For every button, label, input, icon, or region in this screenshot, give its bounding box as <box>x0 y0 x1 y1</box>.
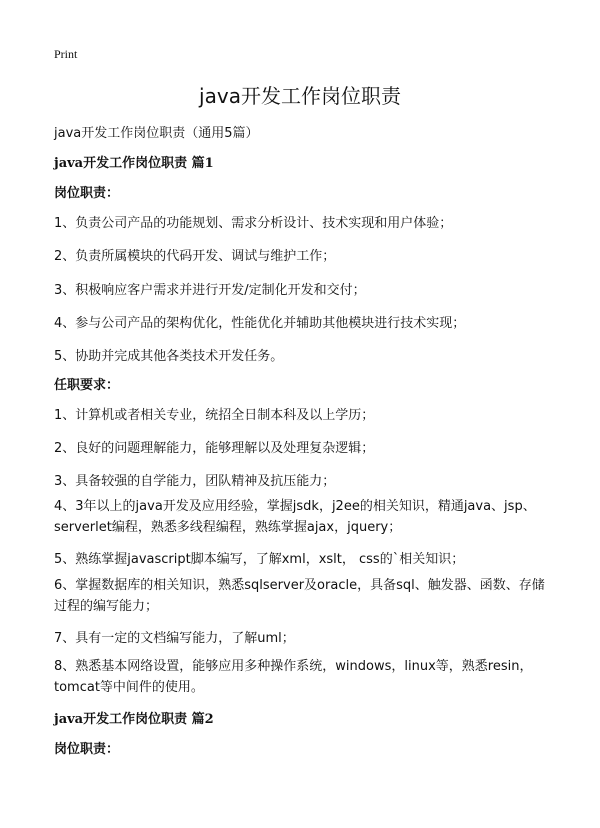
requirement-item: 6、掌握数据库的相关知识，熟悉sqlserver及oracle，具备sql、触发器、函数、存储过程的编写能力； <box>54 578 545 614</box>
duty-item: 2、负责所属模块的代码开发、调试与维护工作； <box>54 249 336 264</box>
requirement-item: 5、熟练掌握javascript脚本编写，了解xml，xslt， css的`相关知识； <box>54 552 465 567</box>
duty-item: 1、负责公司产品的功能规划、需求分析设计、技术实现和用户体验； <box>54 216 453 231</box>
requirement-item: 4、3年以上的java开发及应用经验，掌握jsdk，j2ee的相关知识，精通java、jsp、serverlet编程，熟悉多线程编程，熟练掌握ajax，jquery； <box>54 499 536 535</box>
duty-item: 3、积极响应客户需求并进行开发/定制化开发和交付； <box>54 283 366 298</box>
print-label: Print <box>54 47 78 61</box>
requirement-item: 7、具有一定的文档编写能力，了解uml； <box>54 631 295 646</box>
requirement-item: 8、熟悉基本网络设置，能够应用多种操作系统，windows，linux等，熟悉resin，tomcat等中间件的使用。 <box>54 659 533 695</box>
section-1-title: java开发工作岗位职责 篇1 <box>54 156 214 171</box>
duty-item: 5、协助并完成其他各类技术开发任务。 <box>54 349 284 364</box>
requirement-item: 2、良好的问题理解能力，能够理解以及处理复杂逻辑； <box>54 441 375 456</box>
section-2-title: java开发工作岗位职责 篇2 <box>54 712 214 727</box>
page-title: java开发工作岗位职责 <box>199 84 401 108</box>
section-2-duties-heading: 岗位职责： <box>54 742 120 757</box>
subtitle: java开发工作岗位职责（通用5篇） <box>54 126 259 141</box>
requirements-heading: 任职要求： <box>54 378 120 393</box>
duty-item: 4、参与公司产品的架构优化，性能优化并辅助其他模块进行技术实现； <box>54 316 466 331</box>
requirement-item: 1、计算机或者相关专业，统招全日制本科及以上学历； <box>54 408 375 423</box>
requirement-item: 3、具备较强的自学能力，团队精神及抗压能力； <box>54 474 336 489</box>
duties-heading: 岗位职责： <box>54 186 120 201</box>
